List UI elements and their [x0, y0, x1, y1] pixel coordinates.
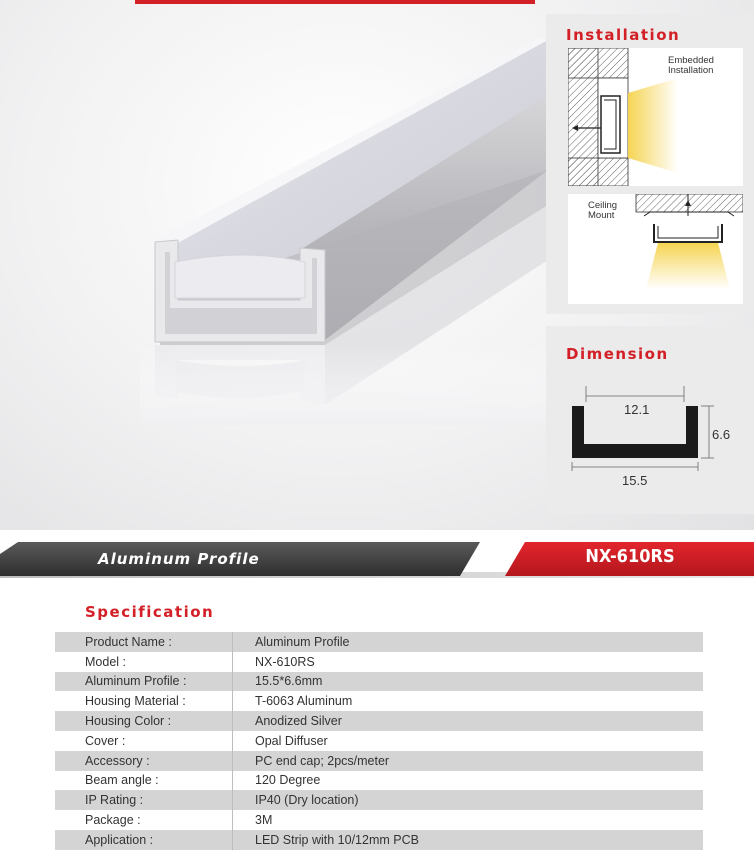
spec-value: LED Strip with 10/12mm PCB: [255, 832, 419, 847]
spec-value: Opal Diffuser: [255, 733, 328, 748]
spec-label: Model :: [55, 652, 233, 672]
embedded-label-line2: Installation: [668, 65, 714, 76]
spec-label: Beam angle :: [55, 771, 233, 791]
spec-label: Accessory :: [55, 751, 233, 771]
spec-value: 15.5*6.6mm: [255, 674, 323, 689]
spec-row: [55, 711, 703, 731]
spec-value: Anodized Silver: [255, 714, 342, 729]
spec-label: Package :: [55, 810, 233, 830]
spec-row: [55, 672, 703, 692]
height-value: 6.6: [712, 427, 731, 442]
spec-value: T-6063 Aluminum: [255, 694, 353, 709]
spec-label: Housing Color :: [55, 711, 233, 731]
banner-model-code: NX-610RS: [585, 546, 675, 567]
specification-title: Specification: [85, 603, 215, 621]
spec-value: PC end cap; 2pcs/meter: [255, 753, 390, 768]
installation-panel: [546, 14, 754, 314]
spec-row: [55, 830, 703, 850]
spec-value: 120 Degree: [255, 773, 321, 788]
dimension-title: Dimension: [566, 345, 669, 363]
ceiling-label-line2: Mount: [588, 210, 615, 221]
spec-row: [55, 790, 703, 810]
spec-row: [55, 652, 703, 672]
aluminum-profile-image: [0, 0, 550, 530]
spec-row: [55, 771, 703, 791]
spec-label: Application :: [55, 830, 233, 850]
spec-label: Cover :: [55, 731, 233, 751]
spec-row: [55, 751, 703, 771]
embedded-installation-illustration: [568, 48, 743, 186]
embedded-installation-label: [668, 56, 714, 76]
spec-row: [55, 632, 703, 652]
ceiling-mount-diagram: [568, 194, 743, 304]
spec-label: Aluminum Profile :: [55, 672, 233, 692]
spec-value: NX-610RS: [255, 654, 315, 669]
spec-label: Housing Material :: [55, 691, 233, 711]
banner-product-type: Aluminum Profile: [98, 550, 260, 568]
embedded-label-line1: Embedded: [668, 55, 714, 66]
embedded-installation-diagram: [568, 48, 743, 186]
ceiling-mount-label: [588, 201, 617, 221]
specification-table: [55, 632, 703, 850]
spec-row: [55, 731, 703, 751]
spec-value: 3M: [255, 813, 273, 828]
spec-row: [55, 810, 703, 830]
spec-label: Product Name :: [55, 632, 233, 652]
spec-value: Aluminum Profile: [255, 634, 350, 649]
spec-label: IP Rating :: [55, 790, 233, 810]
spec-value: IP40 (Dry location): [255, 793, 359, 808]
installation-title: Installation: [566, 26, 681, 44]
outer-width-value: 15.5: [622, 473, 648, 488]
spec-row: [55, 691, 703, 711]
inner-width-value: 12.1: [624, 402, 650, 417]
ceiling-label-line1: Ceiling: [588, 200, 618, 211]
dimension-drawing: [546, 326, 754, 514]
dimension-panel: [546, 326, 754, 514]
